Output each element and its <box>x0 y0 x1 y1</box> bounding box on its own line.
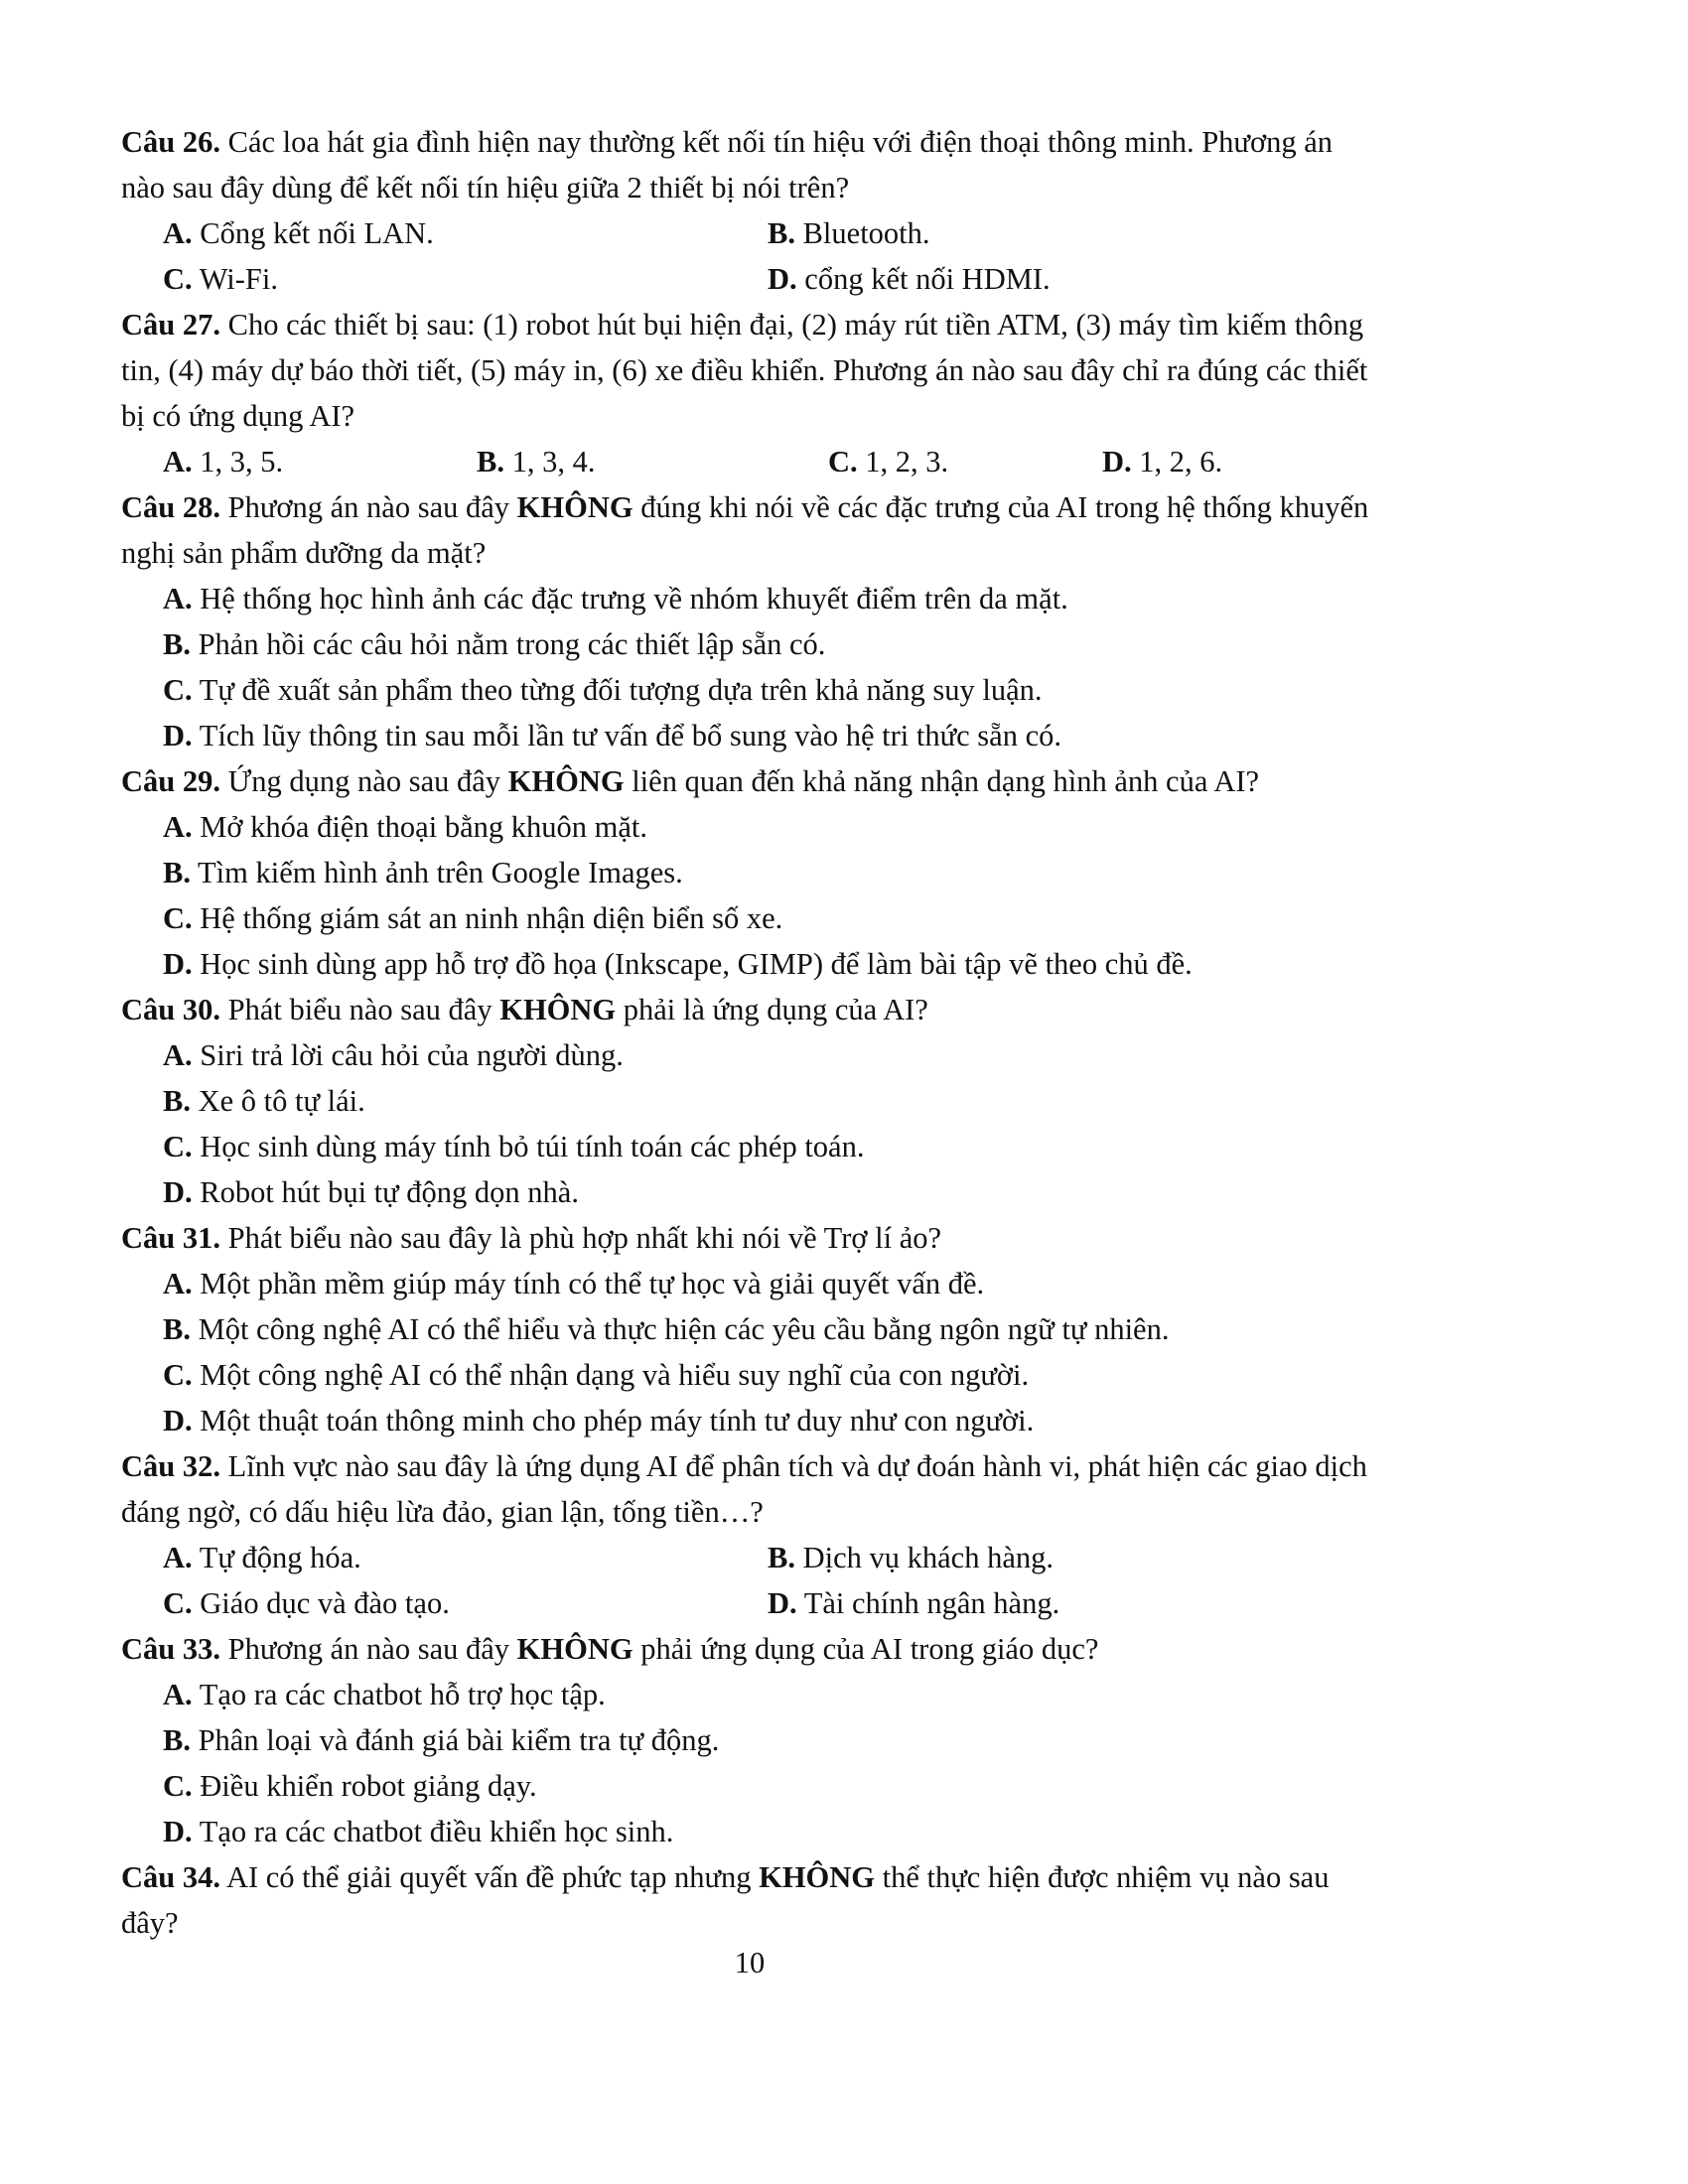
option-letter: B. <box>163 627 191 661</box>
question-stem <box>121 484 1372 576</box>
answer-option[interactable] <box>163 1124 1372 1169</box>
option-letter: B. <box>768 1541 795 1574</box>
option-letter: D. <box>163 1175 193 1209</box>
answer-option[interactable] <box>163 439 477 484</box>
question-number: Câu 31. <box>121 1221 220 1255</box>
option-letter: D. <box>163 1404 193 1437</box>
question-text: Phương án nào sau đây <box>220 1632 517 1666</box>
answer-option[interactable] <box>477 439 828 484</box>
option-text: Siri trả lời câu hỏi của người dùng. <box>192 1038 624 1072</box>
option-text: 1, 2, 3. <box>857 445 949 478</box>
answer-option[interactable] <box>163 1809 1372 1854</box>
option-text: 1, 2, 6. <box>1131 445 1223 478</box>
option-text: Điều khiển robot giảng dạy. <box>192 1769 537 1803</box>
question-number: Câu 33. <box>121 1632 220 1666</box>
option-text: Mở khóa điện thoại bằng khuôn mặt. <box>192 810 647 844</box>
option-row <box>163 1580 1372 1626</box>
answer-option[interactable] <box>163 1717 1372 1763</box>
option-text: Một công nghệ AI có thể nhận dạng và hiểu suy nghĩ của con người. <box>192 1358 1030 1392</box>
question-number: Câu 27. <box>121 308 220 341</box>
answer-option[interactable] <box>163 804 1372 850</box>
answer-option[interactable] <box>163 1398 1372 1443</box>
option-letter: A. <box>163 582 193 615</box>
question-text: đúng khi nói về các đặc trưng của AI trong hệ thống khuyến nghị sản phẩm dưỡng da mặt? <box>121 490 1369 570</box>
option-letter: C. <box>163 901 193 935</box>
question-stem <box>121 1626 1372 1672</box>
question-text: phải ứng dụng của AI trong giáo dục? <box>633 1632 1099 1666</box>
answer-option[interactable] <box>163 210 768 256</box>
question-number: Câu 28. <box>121 490 220 524</box>
option-row <box>163 439 1372 484</box>
question-block <box>121 119 1372 302</box>
option-letter: C. <box>163 673 193 707</box>
option-text: Phản hồi các câu hỏi nằm trong các thiết lập sẵn có. <box>190 627 826 661</box>
emphasis-text: KHÔNG <box>507 764 625 798</box>
option-letter: A. <box>163 445 193 478</box>
option-text: Phân loại và đánh giá bài kiểm tra tự động. <box>190 1723 720 1757</box>
answer-option[interactable] <box>163 850 1372 895</box>
answer-option[interactable] <box>768 256 1372 302</box>
question-number: Câu 30. <box>121 993 220 1026</box>
answer-option[interactable] <box>163 1763 1372 1809</box>
option-text: Tìm kiếm hình ảnh trên Google Images. <box>190 856 683 889</box>
question-text: Phát biểu nào sau đây là phù hợp nhất khi nói về Trợ lí ảo? <box>220 1221 942 1255</box>
question-text: Các loa hát gia đình hiện nay thường kết nối tín hiệu với điện thoại thông minh. Phương án nào sau đây dùng để kết nối tín hiệu giữa 2 thiết bị nói trên? <box>121 125 1333 205</box>
option-letter: A. <box>163 1541 193 1574</box>
option-text: Hệ thống giám sát an ninh nhận diện biển số xe. <box>192 901 783 935</box>
question-text: Ứng dụng nào sau đây <box>220 764 508 798</box>
option-text: cổng kết nối HDMI. <box>796 262 1051 296</box>
question-text: phải là ứng dụng của AI? <box>616 993 928 1026</box>
question-stem <box>121 758 1372 804</box>
emphasis-text: KHÔNG <box>759 1860 876 1894</box>
option-text: Wi-Fi. <box>192 262 278 296</box>
question-number: Câu 29. <box>121 764 220 798</box>
option-text: Hệ thống học hình ảnh các đặc trưng về nhóm khuyết điểm trên da mặt. <box>192 582 1068 615</box>
answer-option[interactable] <box>163 713 1372 758</box>
question-text: thể thực hiện được nhiệm vụ nào sau đây? <box>121 1860 1330 1940</box>
option-letter: D. <box>163 719 193 752</box>
question-block <box>121 302 1372 484</box>
question-text: Cho các thiết bị sau: (1) robot hút bụi hiện đại, (2) máy rút tiền ATM, (3) máy tìm kiếm thông tin, (4) máy dự báo thời tiết, (5) máy in, (6) xe điều khiển. Phương án nào sau đây chỉ ra đúng các thiết bị có ứng dụng AI? <box>121 308 1368 433</box>
question-number: Câu 32. <box>121 1449 220 1483</box>
option-text: Một công nghệ AI có thể hiểu và thực hiện các yêu cầu bằng ngôn ngữ tự nhiên. <box>190 1312 1170 1346</box>
option-text: Dịch vụ khách hàng. <box>794 1541 1054 1574</box>
answer-option[interactable] <box>1102 439 1222 484</box>
answer-option[interactable] <box>768 210 1372 256</box>
option-text: Học sinh dùng app hỗ trợ đồ họa (Inkscape, GIMP) để làm bài tập vẽ theo chủ đề. <box>192 947 1193 981</box>
option-letter: D. <box>768 262 797 296</box>
question-stem <box>121 987 1372 1032</box>
option-row <box>163 1535 1372 1580</box>
answer-option[interactable] <box>163 1169 1372 1215</box>
exam-page <box>121 119 1372 1946</box>
option-letter: D. <box>163 1815 193 1848</box>
option-letter: A. <box>163 1038 193 1072</box>
answer-option[interactable] <box>768 1580 1372 1626</box>
answer-option[interactable] <box>163 576 1372 621</box>
answer-option[interactable] <box>163 1306 1372 1352</box>
answer-option[interactable] <box>163 1078 1372 1124</box>
option-text: Giáo dục và đào tạo. <box>192 1586 450 1620</box>
option-text: Một phần mềm giúp máy tính có thể tự học và giải quyết vấn đề. <box>192 1267 985 1300</box>
option-text: Tạo ra các chatbot hỗ trợ học tập. <box>192 1678 606 1711</box>
option-letter: C. <box>163 262 193 296</box>
option-letter: B. <box>163 856 191 889</box>
question-block <box>121 484 1372 758</box>
option-letter: A. <box>163 1267 193 1300</box>
answer-option[interactable] <box>163 621 1372 667</box>
question-stem <box>121 119 1372 210</box>
question-stem <box>121 1854 1372 1946</box>
option-letter: B. <box>163 1084 191 1118</box>
question-block <box>121 1854 1372 1946</box>
question-block <box>121 758 1372 987</box>
option-text: Robot hút bụi tự động dọn nhà. <box>192 1175 579 1209</box>
option-text: Một thuật toán thông minh cho phép máy tính tư duy như con người. <box>192 1404 1035 1437</box>
option-text: Tự đề xuất sản phẩm theo từng đối tượng dựa trên khả năng suy luận. <box>192 673 1043 707</box>
question-block <box>121 1215 1372 1443</box>
option-text: Tài chính ngân hàng. <box>796 1586 1060 1620</box>
option-row <box>163 210 1372 256</box>
question-stem <box>121 1443 1372 1535</box>
option-letter: D. <box>163 947 193 981</box>
option-letter: A. <box>163 810 193 844</box>
option-letter: C. <box>828 445 858 478</box>
option-letter: B. <box>163 1312 191 1346</box>
answer-option[interactable] <box>163 1352 1372 1398</box>
question-text: Phát biểu nào sau đây <box>220 993 500 1026</box>
answer-option[interactable] <box>163 1261 1372 1306</box>
answer-option[interactable] <box>163 667 1372 713</box>
answer-option[interactable] <box>828 439 1102 484</box>
answer-option[interactable] <box>163 1672 1372 1717</box>
option-letter: A. <box>163 216 193 250</box>
question-stem <box>121 1215 1372 1261</box>
option-text: Tích lũy thông tin sau mỗi lần tư vấn để bổ sung vào hệ tri thức sẵn có. <box>192 719 1061 752</box>
option-letter: A. <box>163 1678 193 1711</box>
option-letter: C. <box>163 1769 193 1803</box>
question-block <box>121 1443 1372 1626</box>
option-text: Xe ô tô tự lái. <box>190 1084 365 1118</box>
option-letter: D. <box>768 1586 797 1620</box>
option-text: Tạo ra các chatbot điều khiển học sinh. <box>192 1815 674 1848</box>
question-block <box>121 987 1372 1215</box>
question-number: Câu 34. <box>121 1860 220 1894</box>
option-row <box>163 256 1372 302</box>
question-text: Phương án nào sau đây <box>220 490 517 524</box>
question-block <box>121 1626 1372 1854</box>
question-stem <box>121 302 1372 439</box>
option-letter: C. <box>163 1586 193 1620</box>
question-number: Câu 26. <box>121 125 220 159</box>
option-letter: C. <box>163 1130 193 1163</box>
answer-option[interactable] <box>163 895 1372 941</box>
answer-option[interactable] <box>163 256 768 302</box>
option-text: 1, 3, 4. <box>503 445 596 478</box>
emphasis-text: KHÔNG <box>499 993 617 1026</box>
option-letter: D. <box>1102 445 1132 478</box>
option-letter: B. <box>163 1723 191 1757</box>
answer-option[interactable] <box>163 941 1372 987</box>
option-text: Tự động hóa. <box>192 1541 361 1574</box>
emphasis-text: KHÔNG <box>516 1632 633 1666</box>
question-text: Lĩnh vực nào sau đây là ứng dụng AI để phân tích và dự đoán hành vi, phát hiện các giao dịch đáng ngờ, có dấu hiệu lừa đảo, gian lận, tống tiền…? <box>121 1449 1367 1529</box>
option-text: 1, 3, 5. <box>192 445 284 478</box>
option-letter: B. <box>477 445 504 478</box>
page-number: 10 <box>734 1946 766 1979</box>
emphasis-text: KHÔNG <box>516 490 633 524</box>
answer-option[interactable] <box>163 1032 1372 1078</box>
option-text: Cổng kết nối LAN. <box>192 216 434 250</box>
answer-option[interactable] <box>163 1580 768 1626</box>
answer-option[interactable] <box>768 1535 1372 1580</box>
question-text: liên quan đến khả năng nhận dạng hình ảnh của AI? <box>624 764 1260 798</box>
option-letter: C. <box>163 1358 193 1392</box>
answer-option[interactable] <box>163 1535 768 1580</box>
option-text: Học sinh dùng máy tính bỏ túi tính toán các phép toán. <box>192 1130 865 1163</box>
option-text: Bluetooth. <box>794 216 930 250</box>
option-letter: B. <box>768 216 795 250</box>
question-text: AI có thể giải quyết vấn đề phức tạp nhưng <box>220 1860 760 1894</box>
